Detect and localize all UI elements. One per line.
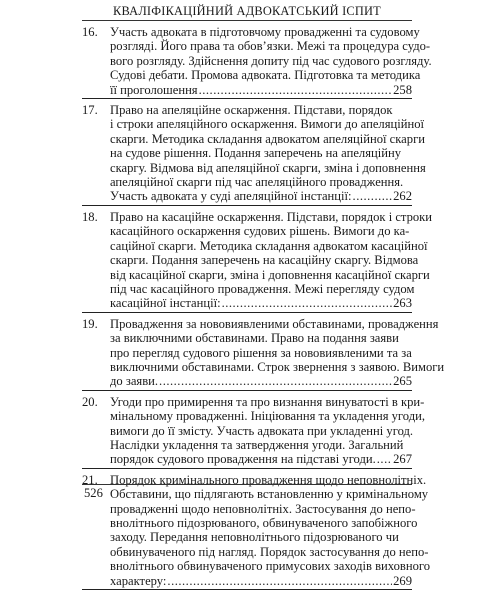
entry-line: саційної скарги. Методика складання адвокатом касаційної [110,238,428,253]
entry-line: характеру: [110,573,167,588]
entry-line: внолітнього обвинуваченого примусових заходів виховного [110,559,431,574]
entry-line: заходу. Передання неповнолітнього підозрюваного чи [110,530,399,545]
entry-last-line [110,452,412,466]
entry-line: виключними обставинами. Строк звернення з заявою. Вимоги [110,359,445,374]
toc-entry-21 [82,472,431,590]
dot-leader [377,452,392,466]
page-reference: 262 [393,189,412,204]
entry-line: провадженні щодо неповнолітніх. Застосування до непо- [110,501,416,516]
dot-leader [159,374,392,388]
toc-entry-18 [82,209,433,313]
entry-line: обвинуваченого під нагляд. Порядок застосування до непо- [110,544,429,559]
toc-entry-17 [82,103,426,206]
page-reference: 269 [393,573,412,588]
dot-leader [167,574,392,588]
entry-line: мінальному провадженні. Ініціювання та укладення угоди, [110,409,426,424]
entry-line: про перегляд судового рішення за нововиявленими та за [110,345,412,360]
entry-line: Участь адвоката у суді апеляційної інстанції: [110,189,352,204]
entry-line: під час касаційного провадження. Межі перегляду судом [110,281,415,296]
table-of-contents [82,25,445,594]
page-reference: 265 [393,374,412,389]
entry-line: від касаційної скарги, зміна і доповнення касаційної скарги [110,267,430,282]
entry-line: Право на касаційне оскарження. Підстави, порядок і строки [110,209,433,224]
page-reference: 263 [393,296,412,311]
entry-line: скаргу. Відмова від апеляційної скарги, зміна і доповнення [110,160,426,175]
dot-leader [222,296,393,310]
entry-line: Угоди про примирення та про визнання винуватості в кри- [110,394,425,409]
entry-last-line [110,574,412,588]
entry-last-line [110,83,412,97]
entry-line: і строки апеляційного оскарження. Вимоги до апеляційної [110,117,425,132]
entry-line: розгляді. Його права та обов’язки. Межі та процедура судо- [110,39,431,54]
entry-line: за виключними обставинами. Право на подання заяви [110,331,399,346]
entry-line: на судове рішення. Подання заперечень на апеляційну [110,146,401,161]
entry-line: внолітнього підозрюваного, обвинуваченого запобіжного [110,516,418,530]
entry-line: Право на апеляційне оскарження. Підстави, порядок [110,103,393,118]
dot-leader [199,83,393,97]
entry-line: вого розгляду. Здійснення допиту під час судового розгляду. [110,53,432,68]
entry-number: 19. [82,316,98,331]
entry-line: Участь адвоката в підготовчому провадженні та судовому [110,25,420,39]
entry-line: вимоги до її змісту. Участь адвоката при укладенні угод. [110,423,414,438]
running-header: КВАЛІФІКАЦІЙНИЙ АДВОКАТСЬКИЙ ІСПИТ [113,4,381,18]
entry-line: Наслідки укладення та затвердження угоди. Загальний [110,437,404,452]
entry-line: касаційного оскарження судових рішень. Вимоги до ка- [110,224,410,239]
toc-entry-16 [82,25,432,99]
header-rule [82,20,412,21]
entry-line: порядок судового провадження на підставі угоди. [110,452,376,467]
entry-line: Обставини, що підлягають встановленню у кримінальному [110,487,429,502]
page-number: 526 [84,486,103,500]
page-reference: 267 [393,452,412,467]
entry-line: Порядок кримінального провадження щодо неповнолітніх. [110,472,427,487]
entry-last-line [110,374,412,388]
entry-line: її проголошення [110,82,198,97]
entry-last-line [110,296,412,310]
entry-line: Судові дебати. Промова адвоката. Підготовка та методика [110,68,421,83]
dot-leader [353,189,393,203]
entry-line: касаційної інстанції: [110,296,221,311]
entry-line: скарги. Подання заперечень на касаційну скаргу. Відмова [110,253,419,268]
page-reference: 258 [393,82,412,97]
entry-line: Провадження за нововиявленими обставинами, провадження [110,316,439,331]
toc-entry-19 [82,316,445,391]
toc-entry-20 [82,394,426,469]
entry-line: до заяви. [110,374,159,389]
entry-number: 16. [82,25,98,39]
footer-rule [82,484,412,485]
entry-last-line [110,189,412,203]
entry-number: 20. [82,394,98,409]
entry-number: 18. [82,209,98,224]
entry-number: 17. [82,103,98,118]
entry-line: апеляційної скарги під час апеляційного провадження. [110,175,404,190]
entry-number: 21. [82,472,98,487]
entry-line: скарги. Методика складання адвокатом апеляційної скарги [110,131,425,146]
